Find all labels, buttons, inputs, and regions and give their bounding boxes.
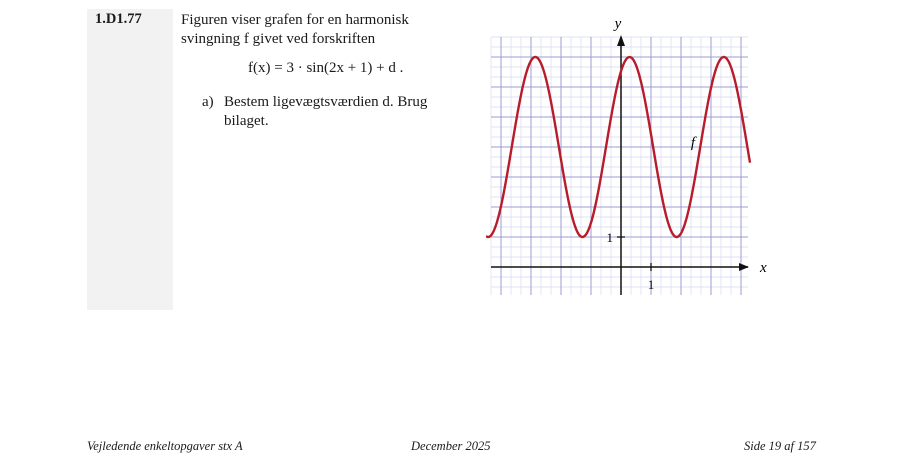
function-formula: [248, 60, 403, 77]
task-id: 1.D1.77: [95, 11, 142, 27]
x-axis-arrow: [739, 263, 749, 271]
x-axis-label: x: [760, 260, 767, 276]
subquestion-label: a): [202, 94, 214, 110]
subquestion-text: Bestem ligevægtsværdien d. Brug bilaget.: [224, 94, 428, 129]
function-label: f: [690, 135, 696, 151]
footer-left: Vejledende enkeltopgaver stx A: [87, 439, 243, 453]
formula-text: f(x) = 3 · sin(2x + 1) + d .: [248, 60, 404, 76]
task-intro: [181, 11, 461, 49]
y-tick-label-1: 1: [606, 230, 613, 245]
task-id-column: [87, 9, 173, 310]
x-tick-label-1: 1: [647, 277, 655, 292]
footer-right: Side 19 af 157: [744, 439, 816, 453]
footer-center: December 2025: [411, 439, 491, 453]
task-intro-text: Figuren viser grafen for en harmonisk svingning f givet ved forskriften: [181, 12, 409, 47]
y-axis-label: y: [614, 16, 622, 32]
function-graph: [486, 12, 776, 302]
